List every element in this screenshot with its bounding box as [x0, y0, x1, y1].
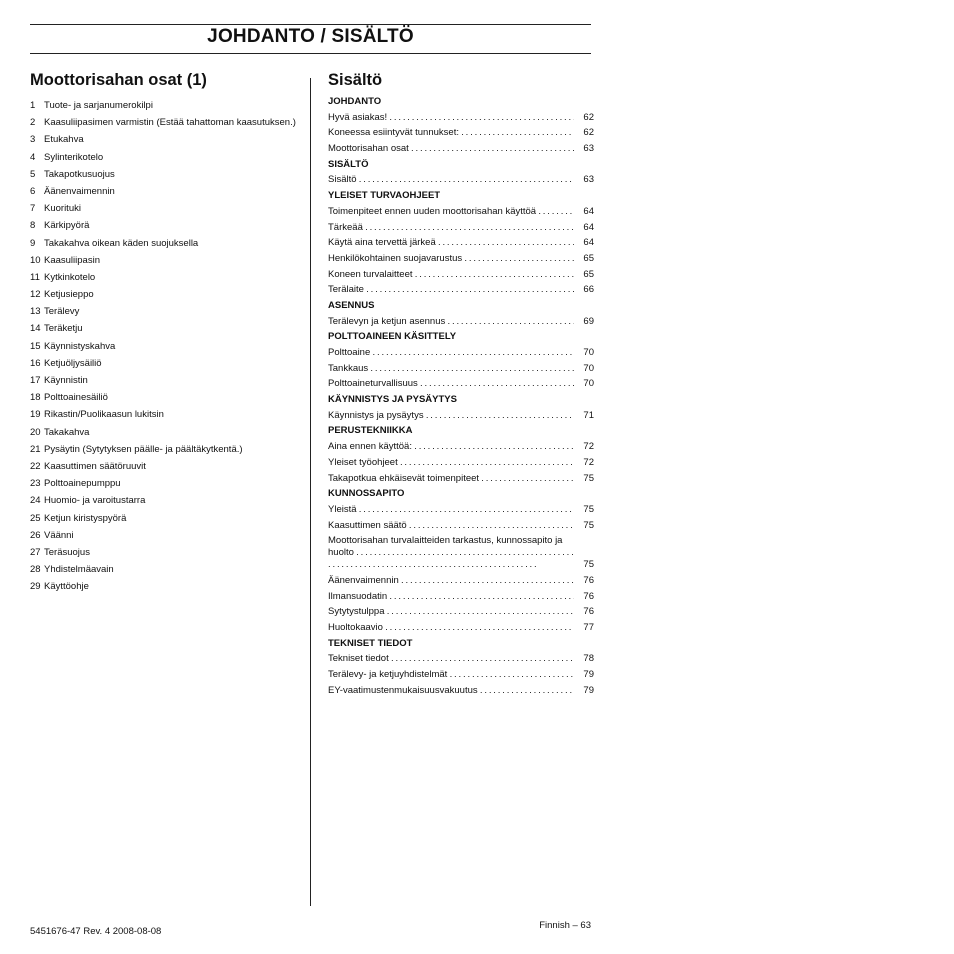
part-number: 23 [30, 478, 41, 490]
toc-entry[interactable] [328, 143, 594, 155]
part-label: Takakahva [44, 426, 90, 438]
toc-entry[interactable] [328, 284, 594, 296]
parts-list-item [30, 100, 300, 112]
part-label: Väänni [44, 529, 74, 541]
parts-heading: Moottorisahan osat (1) [30, 71, 207, 89]
toc-entry-page: 62 [583, 111, 594, 123]
part-number: 21 [30, 443, 41, 455]
part-number: 26 [30, 529, 41, 541]
toc-entry-page: 63 [583, 174, 594, 186]
toc-entry-page: 76 [583, 574, 594, 586]
part-number: 14 [30, 323, 41, 335]
parts-list-item [30, 375, 300, 387]
part-label: Teräketju [44, 323, 83, 335]
toc-entry-title: Moottorisahan turvalaitteiden tarkastus, kunnossapito ja huolto . . . [328, 535, 574, 571]
parts-list-item [30, 461, 300, 473]
part-number: 28 [30, 564, 41, 576]
parts-list-item [30, 152, 300, 164]
part-label: Takapotkusuojus [44, 168, 115, 180]
toc-entry[interactable] [328, 174, 594, 186]
part-label: Kaasuliipasin [44, 254, 100, 266]
parts-list-item [30, 478, 300, 490]
toc-section-heading: POLTTOAINEEN KÄSITTELY [328, 331, 457, 343]
toc-entry-page: 78 [583, 653, 594, 665]
toc-entry-title: Tankkaus . . . [328, 363, 574, 375]
part-label: Polttoainesäiliö [44, 392, 108, 404]
part-number: 27 [30, 546, 41, 558]
toc-entry[interactable] [328, 520, 594, 532]
part-number: 4 [30, 151, 36, 163]
toc-entry-title: Terälevyn ja ketjun asennus . . . [328, 316, 574, 328]
toc-entry-title: Takapotkua ehkäisevät toimenpiteet . . . [328, 473, 574, 485]
parts-list-item [30, 547, 300, 559]
toc-section-heading: SISÄLTÖ [328, 158, 369, 170]
toc-entry[interactable] [328, 363, 594, 375]
toc-entry-title: Huoltokaavio . . . [328, 622, 574, 634]
part-label: Tuote- ja sarjanumerokilpi [44, 100, 153, 111]
toc-entry[interactable] [328, 606, 594, 618]
toc-entry-title: Äänenvaimennin . . . [328, 575, 574, 587]
toc-entry-title: Tärkeää . . . [328, 222, 574, 234]
toc-entry-page: 72 [583, 441, 594, 453]
parts-list-item [30, 530, 300, 542]
toc-entry-page: 70 [583, 378, 594, 390]
parts-list-item [30, 427, 300, 439]
toc-entry-title: Yleiset työohjeet . . . [328, 457, 574, 469]
toc-entry-title: Hyvä asiakas! . . . [328, 112, 574, 124]
part-number: 2 [30, 117, 36, 129]
part-number: 17 [30, 375, 41, 386]
toc-entry-page: 69 [583, 315, 594, 327]
part-label: Terälevy [44, 306, 80, 318]
toc-entry[interactable] [328, 669, 594, 681]
toc-entry-title: Sisältö . . . [328, 174, 574, 186]
part-label: Kytkinkotelo [44, 271, 96, 283]
toc-entry-title: Kaasuttimen säätö . . . [328, 520, 574, 532]
part-label: Kuorituki [44, 203, 81, 215]
toc-entry-page: 75 [583, 519, 594, 531]
part-number: 12 [30, 289, 41, 301]
part-label: Ketjuöljysäiliö [44, 357, 102, 369]
part-number: 1 [30, 100, 36, 111]
part-number: 24 [30, 495, 41, 507]
toc-entry-title: Terälaite . . . [328, 284, 574, 296]
toc-entry[interactable] [328, 222, 594, 234]
part-label: Sylinterikotelo [44, 151, 104, 163]
parts-list-item [30, 134, 300, 146]
toc-entry-page: 66 [583, 284, 594, 296]
toc-entry[interactable] [328, 441, 594, 453]
part-label: Käynnistyskahva [44, 340, 116, 352]
toc-section-heading: YLEISET TURVAOHJEET [328, 190, 441, 202]
toc-entry-title: Polttoaineturvallisuus . . . [328, 378, 574, 390]
toc-entry[interactable] [328, 127, 594, 139]
toc-column [328, 70, 594, 697]
toc-entry-page: 75 [583, 559, 594, 571]
parts-list-item [30, 238, 300, 250]
table-of-contents [328, 96, 594, 697]
toc-entry[interactable] [328, 237, 594, 249]
toc-entry-page: 65 [583, 252, 594, 264]
toc-entry[interactable] [328, 269, 594, 281]
toc-entry-title: Aina ennen käyttöä: . . . [328, 441, 574, 453]
toc-entry-title: Käytä aina tervettä järkeä . . . [328, 237, 574, 249]
part-number: 18 [30, 392, 41, 404]
toc-entry-page: 62 [583, 127, 594, 139]
toc-entry-title: Ilmansuodatin . . . [328, 591, 574, 603]
toc-entry[interactable] [328, 504, 594, 516]
part-label: Käyttöohje [44, 581, 89, 593]
parts-list-item [30, 203, 300, 215]
toc-entry[interactable] [328, 206, 594, 218]
toc-entry[interactable] [328, 410, 594, 422]
toc-section-heading: PERUSTEKNIIKKA [328, 425, 413, 437]
toc-entry-title: Sytytystulppa . . . [328, 606, 574, 618]
toc-entry[interactable] [328, 347, 594, 359]
toc-entry-page: 76 [583, 606, 594, 618]
toc-entry[interactable] [328, 253, 594, 265]
toc-entry-title: Terälevy- ja ketjuyhdistelmät . . . [328, 669, 574, 681]
toc-entry[interactable] [328, 112, 594, 124]
toc-entry-page: 64 [583, 205, 594, 217]
toc-section-heading: TEKNISET TIEDOT [328, 637, 413, 649]
part-number: 25 [30, 512, 41, 524]
toc-entry-page: 65 [583, 268, 594, 280]
toc-entry[interactable] [328, 473, 594, 485]
toc-entry[interactable] [328, 535, 594, 571]
part-number: 16 [30, 357, 41, 369]
document-number: 5451676-47 Rev. 4 2008-08-08 [30, 926, 162, 937]
toc-entry-page: 77 [583, 622, 594, 633]
part-number: 19 [30, 409, 41, 421]
parts-list-item [30, 186, 300, 198]
parts-list-item [30, 341, 300, 353]
part-label: Huomio- ja varoitustarra [44, 495, 146, 507]
parts-list-item [30, 306, 300, 318]
part-label: Pysäytin (Sytytyksen päälle- ja päältäkytkentä.) [44, 443, 243, 455]
toc-entry-title: Henkilökohtainen suojavarustus . . . [328, 253, 574, 265]
toc-section-heading: KÄYNNISTYS JA PYSÄYTYS [328, 394, 457, 406]
parts-list-item [30, 272, 300, 284]
part-label: Etukahva [44, 134, 84, 146]
part-number: 6 [30, 185, 36, 197]
part-number: 3 [30, 134, 36, 146]
parts-list-item [30, 220, 300, 232]
part-label: Rikastin/Puolikaasun lukitsin [44, 409, 164, 421]
toc-entry-page: 72 [583, 456, 594, 468]
page-number: Finnish – 63 [539, 920, 591, 931]
toc-section-heading: KUNNOSSAPITO [328, 488, 405, 500]
toc-entry-page: 63 [583, 143, 594, 155]
toc-entry-page: 64 [583, 221, 594, 233]
toc-entry[interactable] [328, 685, 594, 697]
parts-list-item [30, 564, 300, 576]
parts-list-item [30, 358, 300, 370]
part-label: Yhdistelmäavain [44, 564, 114, 576]
parts-list-item [30, 255, 300, 267]
toc-entry-page: 76 [583, 590, 594, 602]
page-title: JOHDANTO / SISÄLTÖ [207, 26, 414, 47]
toc-entry-page: 79 [583, 669, 594, 681]
part-label: Takakahva oikean käden suojuksella [44, 237, 199, 249]
toc-entry-page: 79 [583, 684, 594, 696]
part-label: Ketjusieppo [44, 289, 94, 301]
toc-entry-page: 75 [583, 472, 594, 484]
column-divider [310, 78, 311, 906]
parts-list-item [30, 392, 300, 404]
toc-entry-page: 64 [583, 237, 594, 249]
header-rule-bottom [30, 53, 591, 54]
part-number: 10 [30, 254, 41, 266]
parts-list-item [30, 444, 300, 456]
parts-list-item [30, 117, 300, 129]
toc-entry-page: 71 [583, 409, 594, 421]
toc-heading: Sisältö [328, 71, 383, 89]
toc-entry[interactable] [328, 591, 594, 603]
toc-entry[interactable] [328, 575, 594, 587]
toc-entry[interactable] [328, 378, 594, 390]
part-number: 7 [30, 203, 36, 215]
parts-list-item [30, 289, 300, 301]
toc-entry[interactable] [328, 653, 594, 665]
part-number: 8 [30, 220, 36, 232]
part-label: Kärkipyörä [44, 220, 90, 232]
part-number: 13 [30, 306, 41, 318]
parts-list-item [30, 495, 300, 507]
toc-entry-title: Moottorisahan osat . . . [328, 143, 574, 155]
part-number: 5 [30, 168, 36, 180]
parts-list-item [30, 513, 300, 525]
toc-entry-title: Koneen turvalaitteet . . . [328, 269, 574, 281]
part-label: Teräsuojus [44, 546, 90, 558]
part-label: Ketjun kiristyspyörä [44, 512, 127, 524]
part-number: 15 [30, 340, 41, 352]
part-number: 11 [30, 271, 40, 283]
parts-list-item [30, 581, 300, 593]
toc-entry[interactable] [328, 622, 594, 634]
toc-entry-title: Yleistä . . . [328, 504, 574, 516]
toc-entry-title: Toimenpiteet ennen uuden moottorisahan käyttöä . . . [328, 206, 574, 218]
toc-entry-title: Käynnistys ja pysäytys . . . [328, 410, 574, 422]
toc-entry[interactable] [328, 457, 594, 469]
part-label: Äänenvaimennin [44, 185, 115, 197]
parts-column [30, 70, 300, 598]
toc-entry[interactable] [328, 316, 594, 328]
part-number: 9 [30, 237, 36, 249]
part-label: Polttoainepumppu [44, 478, 121, 490]
part-number: 22 [30, 460, 41, 472]
parts-list-item [30, 169, 300, 181]
toc-entry-title: Koneessa esiintyvät tunnukset: . . . [328, 127, 574, 139]
toc-entry-title: Polttoaine . . . [328, 347, 574, 359]
parts-list-item [30, 409, 300, 421]
parts-list [30, 100, 300, 593]
toc-section-heading: ASENNUS [328, 299, 375, 311]
toc-entry-page: 75 [583, 503, 594, 515]
toc-entry-page: 70 [583, 362, 594, 374]
toc-entry-title: EY-vaatimustenmukaisuusvakuutus . . . [328, 685, 574, 697]
part-number: 29 [30, 581, 41, 593]
toc-entry-page: 70 [583, 347, 594, 358]
part-number: 20 [30, 426, 41, 438]
part-label: Käynnistin [44, 375, 88, 386]
toc-entry-title: Tekniset tiedot . . . [328, 653, 574, 665]
toc-section-heading: JOHDANTO [328, 96, 382, 107]
part-label: Kaasuliipasimen varmistin (Estää tahattoman kaasutuksen.) [44, 117, 296, 129]
part-label: Kaasuttimen säätöruuvit [44, 460, 146, 472]
header-rule-top [30, 24, 591, 25]
parts-list-item [30, 323, 300, 335]
